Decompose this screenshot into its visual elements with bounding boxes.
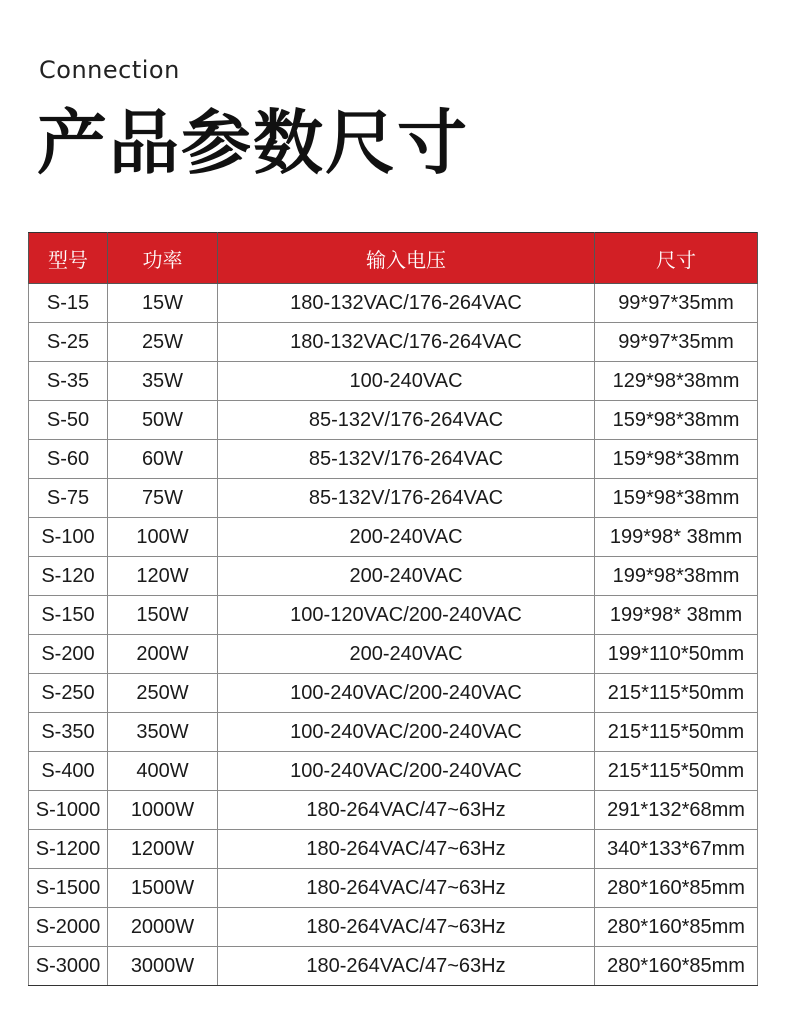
table-row: [29, 479, 758, 518]
cell-input-voltage: 100-240VAC: [218, 362, 595, 401]
table-row: [29, 713, 758, 752]
table-header-row: [29, 233, 758, 284]
cell-power: 15W: [108, 284, 218, 323]
cell-dimensions: 199*98*38mm: [595, 557, 758, 596]
cell-model: S-1000: [29, 791, 108, 830]
cell-input-voltage: 100-240VAC/200-240VAC: [218, 752, 595, 791]
cell-input-voltage: 100-240VAC/200-240VAC: [218, 674, 595, 713]
cell-model: S-15: [29, 284, 108, 323]
cell-model: S-250: [29, 674, 108, 713]
cell-input-voltage: 180-132VAC/176-264VAC: [218, 323, 595, 362]
cell-input-voltage: 85-132V/176-264VAC: [218, 401, 595, 440]
cell-dimensions: 129*98*38mm: [595, 362, 758, 401]
cell-input-voltage: 180-132VAC/176-264VAC: [218, 284, 595, 323]
cell-model: S-1500: [29, 869, 108, 908]
cell-input-voltage: 180-264VAC/47~63Hz: [218, 869, 595, 908]
cell-power: 1000W: [108, 791, 218, 830]
cell-power: 250W: [108, 674, 218, 713]
cell-dimensions: 159*98*38mm: [595, 401, 758, 440]
cell-power: 200W: [108, 635, 218, 674]
cell-dimensions: 99*97*35mm: [595, 284, 758, 323]
cell-input-voltage: 200-240VAC: [218, 518, 595, 557]
cell-dimensions: 291*132*68mm: [595, 791, 758, 830]
table-row: [29, 908, 758, 947]
cell-model: S-120: [29, 557, 108, 596]
cell-dimensions: 215*115*50mm: [595, 674, 758, 713]
cell-dimensions: 280*160*85mm: [595, 947, 758, 986]
column-header-power: 功率: [108, 233, 218, 284]
table-row: [29, 401, 758, 440]
cell-dimensions: 215*115*50mm: [595, 713, 758, 752]
cell-dimensions: 159*98*38mm: [595, 440, 758, 479]
spec-table: [28, 232, 758, 986]
cell-power: 400W: [108, 752, 218, 791]
table-row: [29, 869, 758, 908]
column-header-input-voltage: 输入电压: [218, 233, 595, 284]
cell-dimensions: 340*133*67mm: [595, 830, 758, 869]
cell-model: S-1200: [29, 830, 108, 869]
table-row: [29, 557, 758, 596]
cell-model: S-50: [29, 401, 108, 440]
cell-model: S-400: [29, 752, 108, 791]
cell-input-voltage: 200-240VAC: [218, 557, 595, 596]
table-row: [29, 362, 758, 401]
cell-input-voltage: 100-240VAC/200-240VAC: [218, 713, 595, 752]
table-row: [29, 830, 758, 869]
cell-model: S-35: [29, 362, 108, 401]
cell-input-voltage: 85-132V/176-264VAC: [218, 440, 595, 479]
cell-model: S-75: [29, 479, 108, 518]
cell-dimensions: 280*160*85mm: [595, 908, 758, 947]
cell-power: 50W: [108, 401, 218, 440]
table-row: [29, 284, 758, 323]
cell-model: S-100: [29, 518, 108, 557]
cell-power: 2000W: [108, 908, 218, 947]
table-row: [29, 518, 758, 557]
cell-dimensions: 99*97*35mm: [595, 323, 758, 362]
cell-model: S-150: [29, 596, 108, 635]
cell-input-voltage: 180-264VAC/47~63Hz: [218, 791, 595, 830]
cell-power: 3000W: [108, 947, 218, 986]
cell-dimensions: 280*160*85mm: [595, 869, 758, 908]
column-header-dimensions: 尺寸: [595, 233, 758, 284]
cell-input-voltage: 180-264VAC/47~63Hz: [218, 830, 595, 869]
page-title: 产品参数尺寸: [37, 102, 469, 184]
cell-power: 100W: [108, 518, 218, 557]
cell-dimensions: 159*98*38mm: [595, 479, 758, 518]
cell-dimensions: 215*115*50mm: [595, 752, 758, 791]
table-row: [29, 752, 758, 791]
cell-power: 120W: [108, 557, 218, 596]
cell-dimensions: 199*98* 38mm: [595, 518, 758, 557]
cell-dimensions: 199*110*50mm: [595, 635, 758, 674]
table-row: [29, 323, 758, 362]
cell-power: 35W: [108, 362, 218, 401]
cell-model: S-25: [29, 323, 108, 362]
table-row: [29, 947, 758, 986]
table-row: [29, 674, 758, 713]
section-subtitle: Connection: [39, 56, 180, 84]
cell-power: 25W: [108, 323, 218, 362]
cell-power: 1200W: [108, 830, 218, 869]
cell-power: 75W: [108, 479, 218, 518]
cell-power: 60W: [108, 440, 218, 479]
cell-input-voltage: 100-120VAC/200-240VAC: [218, 596, 595, 635]
cell-model: S-3000: [29, 947, 108, 986]
cell-input-voltage: 85-132V/176-264VAC: [218, 479, 595, 518]
cell-power: 150W: [108, 596, 218, 635]
table-row: [29, 791, 758, 830]
table-row: [29, 596, 758, 635]
table-row: [29, 440, 758, 479]
cell-model: S-350: [29, 713, 108, 752]
cell-model: S-2000: [29, 908, 108, 947]
cell-model: S-60: [29, 440, 108, 479]
cell-model: S-200: [29, 635, 108, 674]
cell-input-voltage: 200-240VAC: [218, 635, 595, 674]
cell-power: 350W: [108, 713, 218, 752]
table-row: [29, 635, 758, 674]
cell-input-voltage: 180-264VAC/47~63Hz: [218, 947, 595, 986]
column-header-model: 型号: [29, 233, 108, 284]
cell-input-voltage: 180-264VAC/47~63Hz: [218, 908, 595, 947]
cell-power: 1500W: [108, 869, 218, 908]
cell-dimensions: 199*98* 38mm: [595, 596, 758, 635]
